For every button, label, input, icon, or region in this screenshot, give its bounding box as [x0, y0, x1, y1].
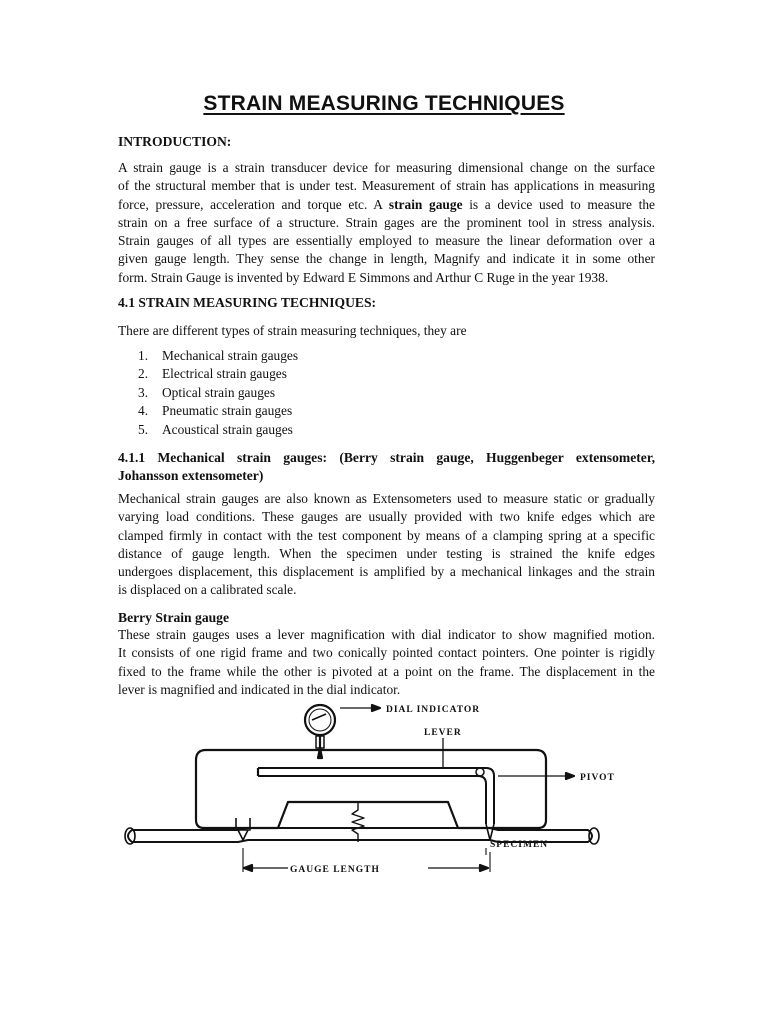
list-item-number: 5. — [138, 421, 149, 437]
mechanical-line: clamped firmly in contact with the test component by means of a clamping spring at a specific — [118, 527, 655, 543]
intro-line: of the structural member that is under test. Measurement of strain has applications in measuring — [118, 178, 655, 194]
section-4-1-lead-line: There are different types of strain measuring techniques, they are — [118, 323, 467, 338]
intro-line: form. Strain Gauge is invented by Edward E Simmons and Arthur C Ruge in the year 1938. — [118, 269, 609, 285]
section-4-1-heading: 4.1 STRAIN MEASURING TECHNIQUES: — [118, 295, 377, 310]
list-item-text: Mechanical strain gauges — [162, 348, 299, 363]
mechanical-line: varying load conditions. These gauges are usually provided with two knife edges which are — [118, 509, 655, 525]
lever-label: LEVER — [424, 728, 462, 738]
berry-gauge-diagram — [118, 700, 663, 880]
pivot-icon — [476, 768, 484, 776]
list-item-number: 1. — [138, 348, 149, 363]
berry-heading: Berry Strain gauge — [118, 610, 230, 625]
mechanical-line: Mechanical strain gauges are also known as Extensometers used to measure static or gradually — [118, 491, 655, 506]
mechanical-line: undergoes displacement, this displacement is amplified by a mechanical linkages and the strain — [118, 564, 655, 580]
list-item — [138, 384, 298, 402]
berry-line: lever is magnified and indicated in the dial indicator. — [118, 681, 401, 697]
list-item-text: Pneumatic strain gauges — [162, 403, 293, 419]
intro-heading: INTRODUCTION: — [118, 134, 232, 149]
section-4-1-1-heading-line: 4.1.1 Mechanical strain gauges: (Berry strain gauge, Huggenbeger extensometer, — [118, 450, 655, 465]
berry-line: fixed to the frame while the other is pivoted at a point on the frame. The displacement in the — [118, 663, 655, 679]
mechanical-line: distance of gauge length. When the specimen under testing is strained the knife edges — [118, 545, 655, 561]
dial-indicator-label: DIAL INDICATOR — [386, 705, 481, 715]
mechanical-paragraph — [118, 490, 655, 600]
list-item — [138, 421, 298, 439]
list-item — [138, 347, 298, 365]
list-item-number: 3. — [138, 384, 149, 400]
list-item — [138, 365, 298, 383]
intro-line: given gauge length. They sense the change in length, Magnify and indicate it in some other — [118, 251, 655, 267]
list-item-number: 4. — [138, 403, 149, 419]
list-item — [138, 402, 298, 420]
list-item-text: Acoustical strain gauges — [162, 421, 293, 437]
berry-paragraph — [118, 626, 655, 699]
page-title: STRAIN MEASURING TECHNIQUES — [203, 92, 565, 115]
mechanical-line: is displaced on a calibrated scale. — [118, 582, 297, 598]
list-item-text: Optical strain gauges — [162, 384, 276, 400]
section-4-1-1-heading-line: Johansson extensometer) — [118, 468, 264, 484]
intro-line: A strain gauge is a strain transducer device for measuring dimensional change on the surface — [118, 160, 655, 175]
pivot-label: PIVOT — [580, 773, 615, 783]
intro-line: Strain gauges of all types are essentially employed to measure the linear deformation over a — [118, 233, 655, 249]
section-4-1-1-heading — [118, 449, 655, 486]
specimen-label: SPECIMEN — [490, 840, 549, 850]
intro-paragraph — [118, 159, 655, 287]
berry-line: These strain gauges uses a lever magnification with dial indicator to show magnified motion. — [118, 627, 655, 642]
gauge-length-label: GAUGE LENGTH — [290, 865, 380, 875]
movable-pointer — [486, 824, 494, 840]
intro-line: force, pressure, acceleration and torque etc. A strain gauge is a device used to measure the — [118, 196, 655, 212]
section-4-1-lead — [118, 322, 655, 340]
techniques-list — [138, 347, 298, 439]
list-item-text: Electrical strain gauges — [162, 366, 287, 382]
intro-line: strain on a free surface of a structure. Strain gages are the prominent tool in stress analysis. — [118, 214, 655, 230]
list-item-number: 2. — [138, 366, 149, 382]
clamping-spring — [352, 802, 364, 842]
berry-line: It consists of one rigid frame and two conically pointed contact pointers. One pointer is rigidly — [118, 645, 655, 661]
